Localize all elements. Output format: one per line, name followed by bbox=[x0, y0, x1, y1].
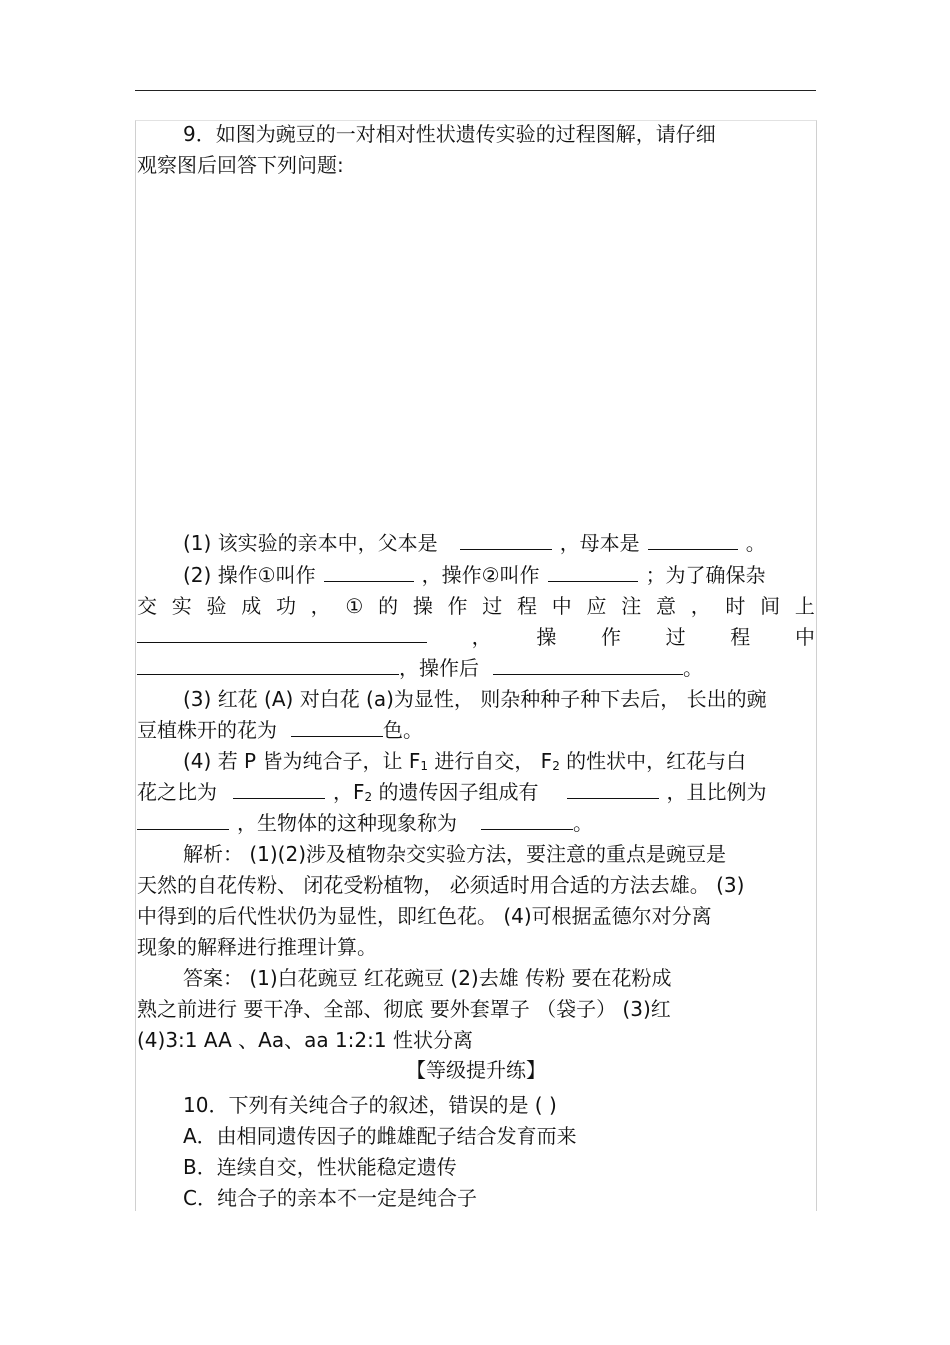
char: 作 bbox=[447, 594, 468, 618]
q9-part4-text: ，且比例为 bbox=[666, 780, 767, 804]
q9-part4-text: (4) 若 P 皆为纯合子，让 F bbox=[183, 749, 421, 773]
char: 注 bbox=[621, 594, 642, 618]
subscript: 1 bbox=[420, 759, 428, 773]
q9-part3-text-end: 色。 bbox=[383, 718, 423, 742]
q9-stem-line2: 观察图后回答下列问题: bbox=[137, 153, 344, 177]
answer-blank[interactable] bbox=[481, 811, 573, 830]
answer-line1: 答案： (1)白花豌豆 红花豌豆 (2)去雄 传粉 要在花粉成 bbox=[183, 966, 672, 990]
answer-blank[interactable] bbox=[291, 718, 383, 737]
answer-blank[interactable] bbox=[233, 780, 325, 799]
char: 过 bbox=[665, 625, 686, 649]
char: 中 bbox=[794, 625, 815, 649]
q9-part1-text-c: 。 bbox=[745, 531, 766, 555]
q10-option-b[interactable]: B．连续自交，性状能稳定遗传 bbox=[183, 1155, 457, 1179]
char: ， bbox=[690, 594, 711, 618]
char: 验 bbox=[206, 594, 227, 618]
subscript: 2 bbox=[364, 790, 373, 804]
subscript: 2 bbox=[552, 759, 560, 773]
section-title: 【等级提升练】 bbox=[406, 1058, 546, 1082]
answer-blank[interactable] bbox=[493, 656, 683, 675]
q9-part3-text: 豆植株开的花为 bbox=[137, 718, 277, 742]
answer-blank[interactable] bbox=[548, 563, 638, 582]
char: 操 bbox=[536, 625, 557, 649]
q10-stem: 10．下列有关纯合子的叙述，错误的是 ( ) bbox=[183, 1093, 557, 1117]
q9-part2-text-e: 。 bbox=[683, 656, 703, 680]
analysis-line4: 现象的解释进行推理计算。 bbox=[137, 935, 377, 959]
q9-part3-line2 bbox=[137, 717, 815, 743]
answer-blank[interactable] bbox=[324, 563, 414, 582]
char: 功 bbox=[275, 594, 296, 618]
char: 作 bbox=[600, 625, 621, 649]
q9-part4-text: ，生物体的这种现象称为 bbox=[237, 811, 457, 835]
char: ① bbox=[345, 594, 364, 618]
char: 实 bbox=[171, 594, 192, 618]
q9-part2-text-c: ；为了确保杂 bbox=[645, 563, 766, 587]
char: ， bbox=[471, 625, 492, 649]
q9-part4-text: 的遗传因子组成有 bbox=[372, 780, 539, 804]
q9-part2-line4 bbox=[137, 655, 815, 681]
char: 成 bbox=[241, 594, 262, 618]
answer-blank[interactable] bbox=[137, 656, 399, 675]
q9-part2-line1 bbox=[137, 562, 815, 588]
q9-part4-text: 。 bbox=[573, 811, 593, 835]
answer-blank[interactable] bbox=[648, 531, 738, 550]
char: 程 bbox=[730, 625, 751, 649]
char: 操 bbox=[412, 594, 433, 618]
answer-blank[interactable] bbox=[137, 624, 427, 643]
char: 时 bbox=[725, 594, 746, 618]
answer-blank[interactable] bbox=[137, 811, 229, 830]
q9-part4-text: 花之比为 bbox=[137, 780, 217, 804]
header-rule bbox=[135, 90, 816, 91]
q9-part2-text-b: ，操作②叫作 bbox=[421, 563, 540, 587]
q9-part2-text-d: ，操作后 bbox=[399, 656, 479, 680]
char: 意 bbox=[655, 594, 676, 618]
char: 间 bbox=[760, 594, 781, 618]
answer-blank[interactable] bbox=[460, 531, 552, 550]
answer-line2: 熟之前进行 要干净、全部、彻底 要外套罩子 （袋子） (3)红 bbox=[137, 997, 671, 1021]
q9-part4-text: 进行自交， F bbox=[427, 749, 553, 773]
q9-part4-text: 的性状中，红花与白 bbox=[559, 749, 747, 773]
q9-part2-text-a: (2) 操作①叫作 bbox=[183, 563, 316, 587]
char: 上 bbox=[794, 594, 815, 618]
q10-option-a[interactable]: A．由相同遗传因子的雌雄配子结合发育而来 bbox=[183, 1124, 577, 1148]
char: 中 bbox=[551, 594, 572, 618]
q9-stem-line1: 9．如图为豌豆的一对相对性状遗传实验的过程图解，请仔细 bbox=[183, 122, 716, 146]
q9-part4-line2 bbox=[137, 779, 815, 810]
analysis-line3: 中得到的后代性状仍为显性，即红色花。 (4)可根据孟德尔对分离 bbox=[137, 904, 712, 928]
char: 的 bbox=[378, 594, 399, 618]
q9-part4-line1 bbox=[137, 748, 815, 779]
q10-option-c[interactable]: C．纯合子的亲本不一定是纯合子 bbox=[183, 1186, 477, 1210]
q9-part4-text: ，F bbox=[333, 780, 365, 804]
analysis-line1: 解析： (1)(2)涉及植物杂交实验方法，要注意的重点是豌豆是 bbox=[183, 842, 727, 866]
q9-part2-line2 bbox=[137, 593, 815, 619]
q9-part1 bbox=[137, 530, 815, 556]
q9-part1-text-a: (1) 该实验的亲本中，父本是 bbox=[183, 531, 438, 555]
char: 应 bbox=[586, 594, 607, 618]
figure-placeholder bbox=[137, 190, 813, 510]
answer-line3: (4)3:1 AA 、Aa、aa 1:2:1 性状分离 bbox=[137, 1028, 473, 1052]
answer-blank[interactable] bbox=[567, 780, 659, 799]
q9-part4-line3 bbox=[137, 810, 815, 836]
analysis-line2: 天然的自花传粉、 闭花受粉植物， 必须适时用合适的方法去雄。 (3) bbox=[137, 873, 745, 897]
q9-part3-line1: (3) 红花 (A) 对白花 (a)为显性， 则杂种种子种下去后， 长出的豌 bbox=[183, 687, 767, 711]
char: 过 bbox=[482, 594, 503, 618]
char: 交 bbox=[137, 594, 157, 618]
q9-part2-line3 bbox=[137, 624, 815, 650]
q9-part1-text-b: ，母本是 bbox=[559, 531, 640, 555]
char: ， bbox=[310, 594, 331, 618]
char: 程 bbox=[517, 594, 538, 618]
